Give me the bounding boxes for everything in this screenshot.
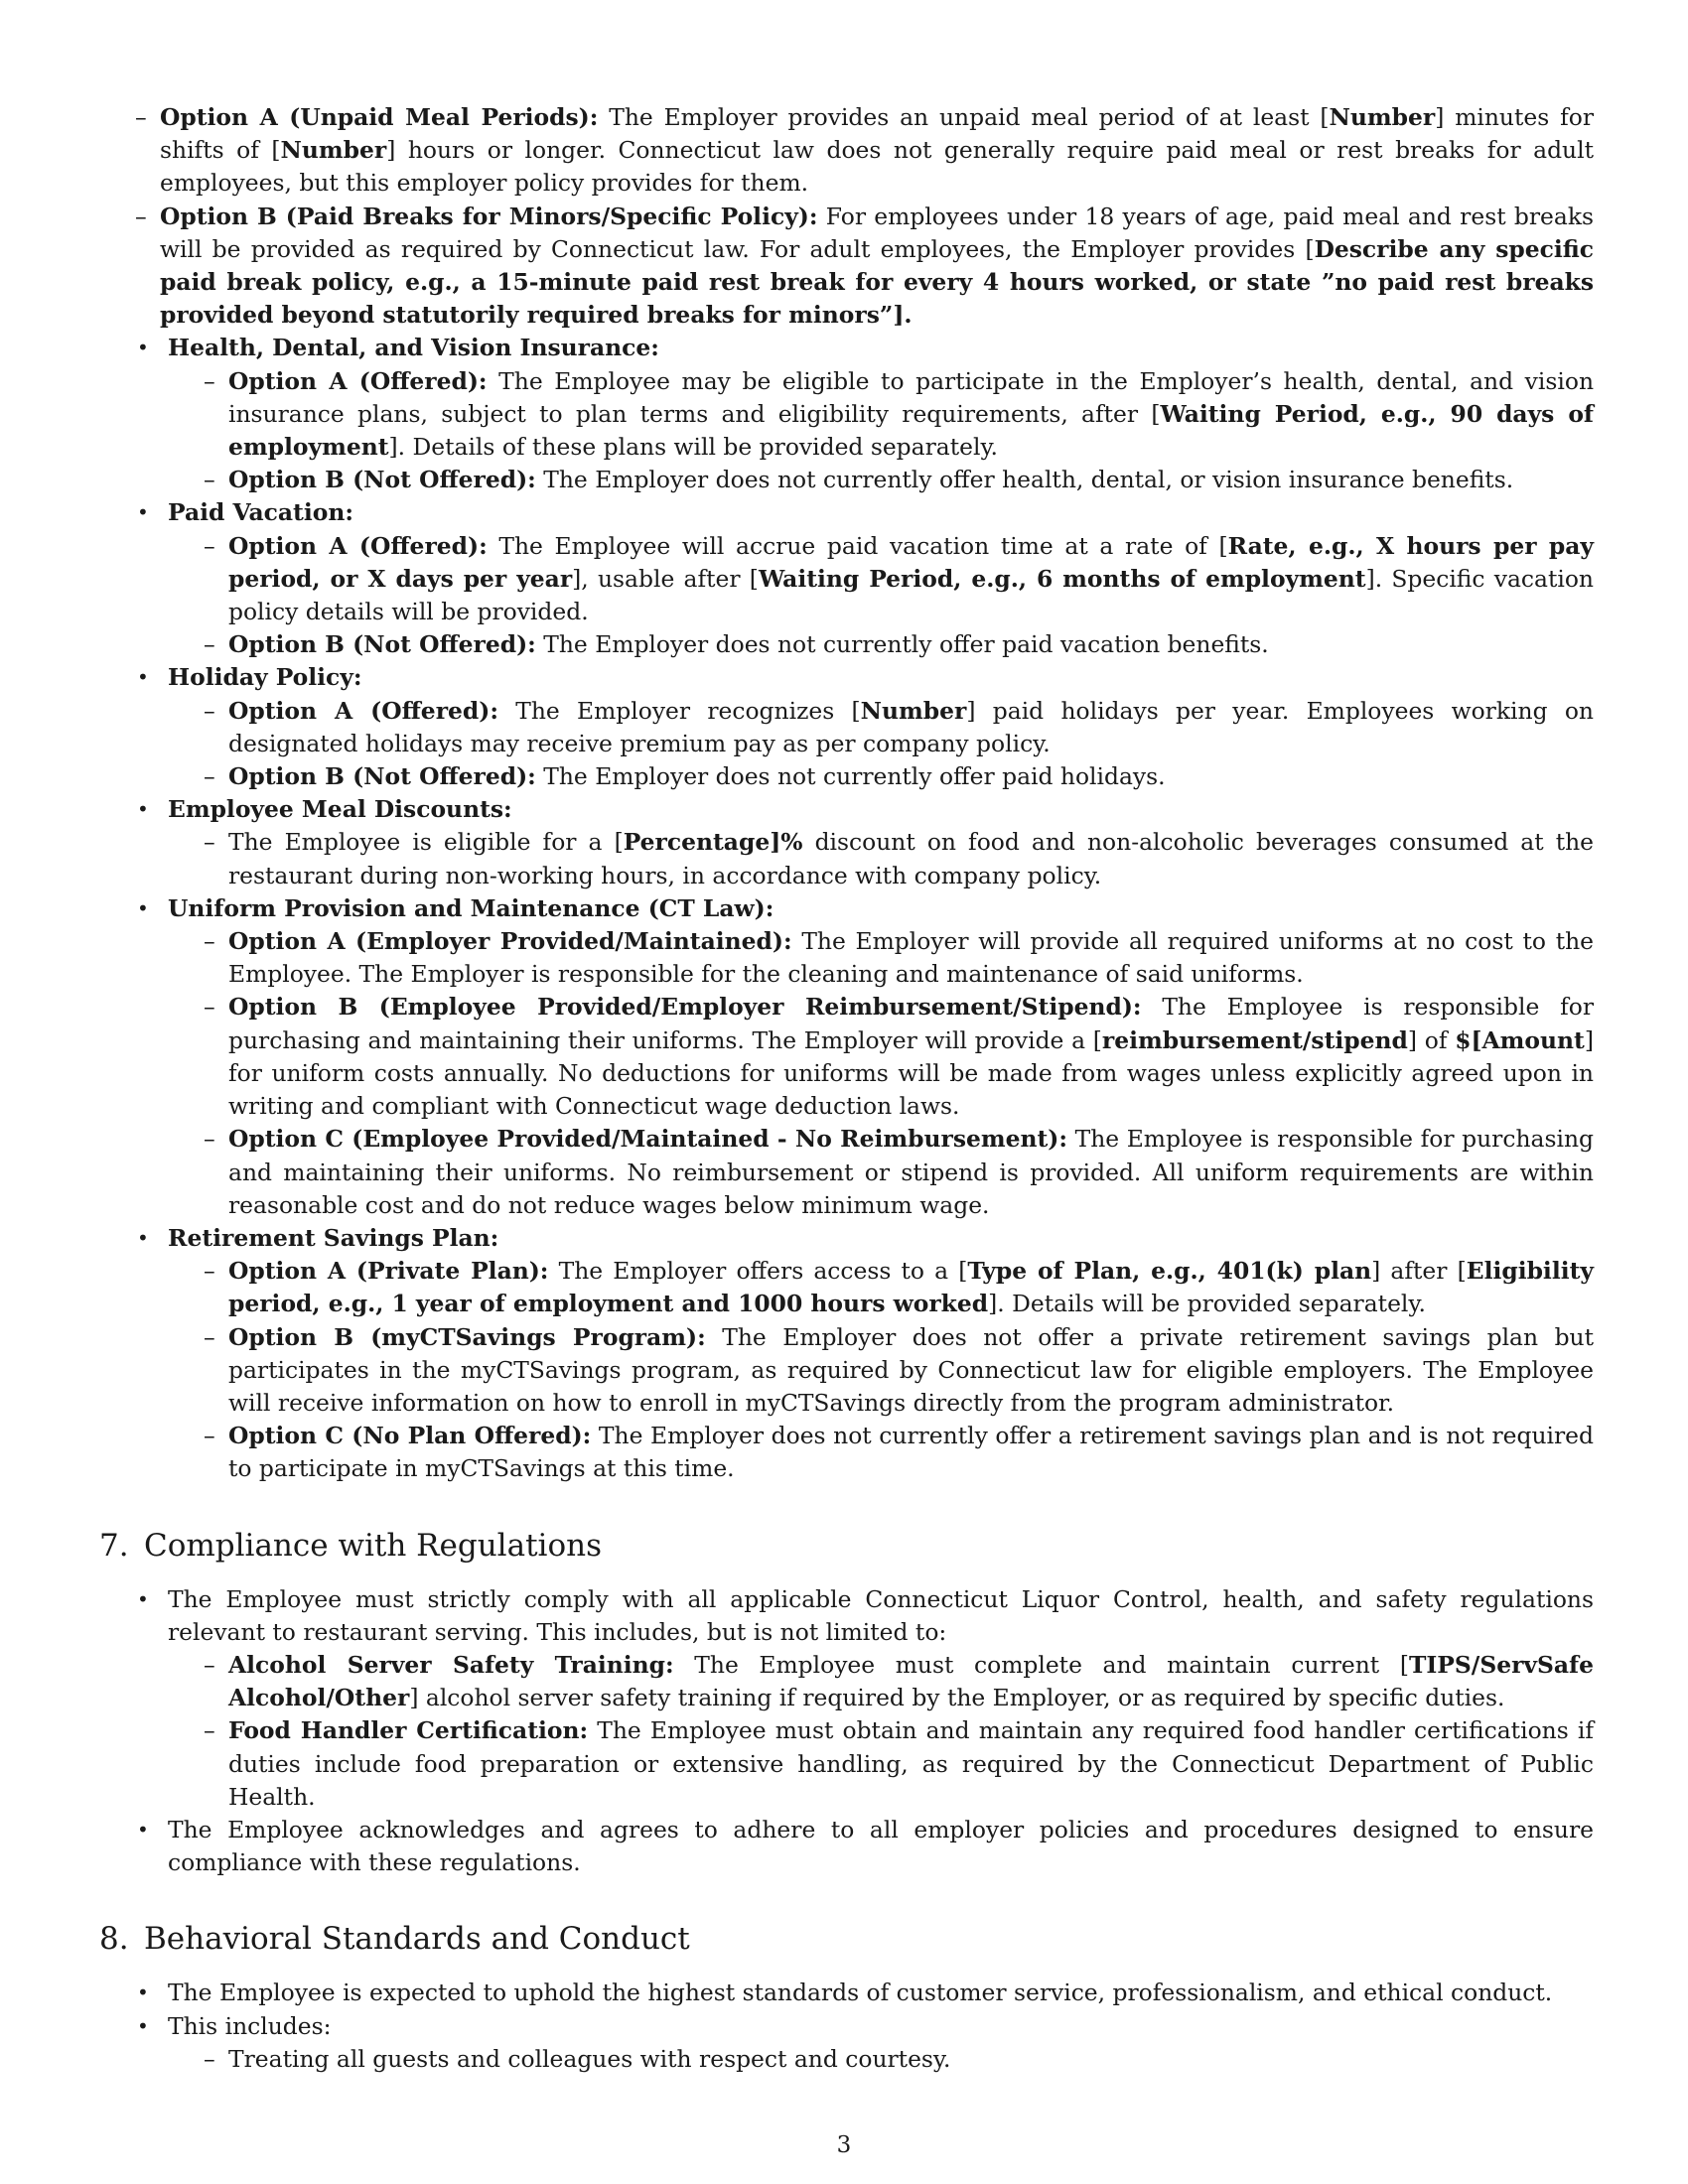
list-item: – Option B (myCTSavings Program): The Employer does not offer a private retirement savings plan but participates in the myCTSavings program, as required by Connecticut law for eligible employers. The Employee will receive information on how to enroll in myCTSavings directly from the program administrator. [168,1321,1594,1421]
list-item: – Option B (Not Offered): The Employer does not currently offer paid holidays. [168,760,1594,793]
list-item-uniform [99,892,1594,1222]
list-heading: Holiday Policy: [168,663,362,692]
list-item: • The Employee must strictly comply with all applicable Connecticut Liquor Control, health, and safety regulations relevant to restaurant serving. This includes, but is not limited to: – Alcohol Server Safety Training: The Employee must complete and maintain current [TIPS/ServSafe Alcohol/Other] alcohol server safety training if required by the Employer, or as required by specific duties. – Food Handler Certification: The Employee must obtain and maintain any required food handler certifications if duties include food preparation or extensive handling, as required by the Connecticut Department of Public Health. [99,1583,1594,1814]
section-8-heading: 8. Behavioral Standards and Conduct [99,1921,690,1958]
option-label: Option A (Unpaid Meal Periods): [160,103,599,131]
list-item: – Option C (No Plan Offered): The Employer does not currently offer a retirement savings plan and is not required to participate in myCTSavings at this time. [168,1420,1594,1485]
list-item: – Option A (Offered): The Employee may be eligible to participate in the Employer’s health, dental, and vision insurance plans, subject to plan terms and eligibility requirements, after [Waiting Period, e.g., 90 days of employment]. Details of these plans will be provided separately. [168,365,1594,465]
list-item-health [99,332,1594,496]
list-item: – Food Handler Certification: The Employee must obtain and maintain any required food handler certifications if duties include food preparation or extensive handling, as required by the Connecticut Department of Public Health. [168,1714,1594,1814]
list-item: – Option A (Offered): The Employer recognizes [Number] paid holidays per year. Employees working on designated holidays may receive premium pay as per company policy. [168,695,1594,760]
list-item: – Option C (Employee Provided/Maintained - No Reimbursement): The Employee is responsible for purchasing and maintaining their uniforms. No reimbursement or stipend is provided. All uniform requirements are within reasonable cost and do not reduce wages below minimum wage. [168,1123,1594,1222]
list-item-holiday [99,661,1594,793]
section-7-heading: 7. Compliance with Regulations [99,1527,602,1564]
list-item: – Option B (Paid Breaks for Minors/Specific Policy): For employees under 18 years of age, paid meal and rest breaks will be provided as required by Connecticut law. For adult employees, the Employer provides [Describe any specific paid break policy, e.g., a 15-minute paid rest break for every 4 hours worked, or state ”no paid rest breaks provided beyond statutorily required breaks for minors”]. [99,201,1594,333]
list-item: – Treating all guests and colleagues with respect and courtesy. [168,2043,1594,2076]
list-heading: Paid Vacation: [168,498,353,527]
list-item-vacation [99,496,1594,661]
option-label: Option B (Paid Breaks for Minors/Specific Policy): [160,202,818,230]
list-heading: Uniform Provision and Maintenance (CT Law): [168,893,774,922]
list-item: – The Employee is eligible for a [Percentage]% discount on food and non-alcoholic beverages consumed at the restaurant during non-working hours, in accordance with company policy. [168,826,1594,891]
list-item: • The Employee is expected to uphold the highest standards of customer service, professionalism, and ethical conduct. [99,1977,1594,2009]
list-item: – Option A (Unpaid Meal Periods): The Employer provides an unpaid meal period of at least [Number] minutes for shifts of [Number] hours or longer. Connecticut law does not generally require paid meal or rest breaks for adult employees, but this employer policy provides for them. [99,101,1594,201]
list-item-retirement [99,1222,1594,1486]
list-item: • This includes: – Treating all guests and colleagues with respect and courtesy. [99,2010,1594,2076]
meal-break-options [99,101,1594,332]
list-item: – Option A (Private Plan): The Employer offers access to a [Type of Plan, e.g., 401(k) plan] after [Eligibility period, e.g., 1 year of employment and 1000 hours worked]. Details will be provided separately. [168,1255,1594,1320]
list-heading: Retirement Savings Plan: [168,1223,499,1252]
list-item: – Option B (Not Offered): The Employer does not currently offer paid vacation benefits. [168,628,1594,661]
list-item: • The Employee acknowledges and agrees to adhere to all employer policies and procedures designed to ensure compliance with these regulations. [99,1814,1594,1879]
list-item: – Option B (Not Offered): The Employer does not currently offer health, dental, or vision insurance benefits. [168,464,1594,496]
list-item: – Alcohol Server Safety Training: The Employee must complete and maintain current [TIPS/ServSafe Alcohol/Other] alcohol server safety training if required by the Employer, or as required by specific duties. [168,1649,1594,1714]
section-7-list [99,1583,1594,1880]
page-content [99,101,1594,2076]
benefits-list [99,332,1594,1485]
list-item: – Option A (Offered): The Employee will accrue paid vacation time at a rate of [Rate, e.g., X hours per pay period, or X days per year], usable after [Waiting Period, e.g., 6 months of employment]. Specific vacation policy details will be provided. [168,530,1594,629]
list-heading: Employee Meal Discounts: [168,795,512,824]
page-number: 3 [836,2132,852,2158]
list-item: – Option B (Employee Provided/Employer Reimbursement/Stipend): The Employee is responsible for purchasing and maintaining their uniforms. The Employer will provide a [reimbursement/stipend] of $[Amount] for uniform costs annually. No deductions for uniforms will be made from wages unless explicitly agreed upon in writing and compliant with Connecticut wage deduction laws. [168,991,1594,1123]
list-item-meal-discount [99,793,1594,892]
list-heading: Health, Dental, and Vision Insurance: [168,334,659,362]
section-8-list [99,1977,1594,2076]
list-item: – Option A (Employer Provided/Maintained): The Employer will provide all required uniforms at no cost to the Employee. The Employer is responsible for the cleaning and maintenance of said uniforms. [168,925,1594,991]
